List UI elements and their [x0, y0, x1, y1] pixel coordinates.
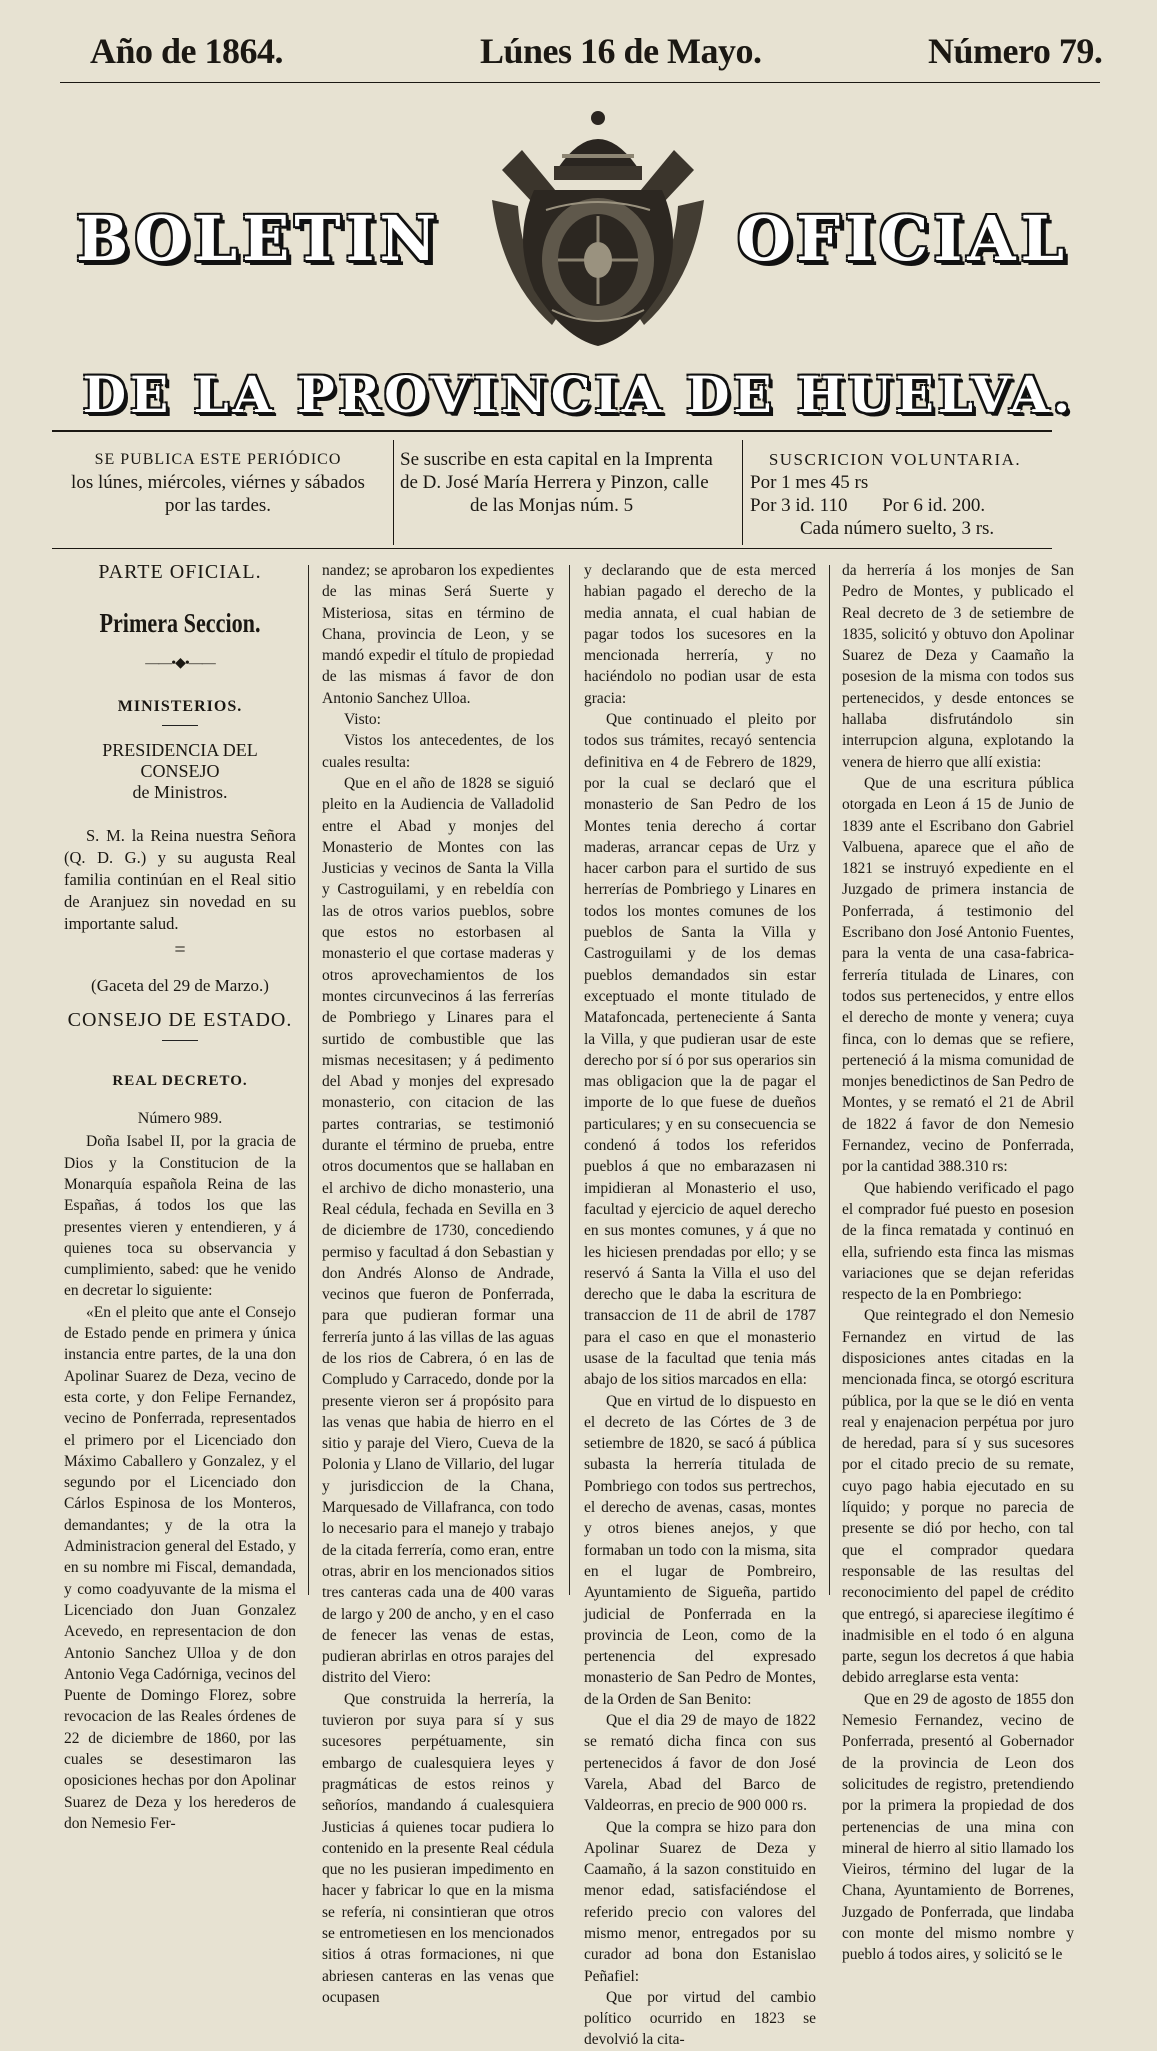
publication-time: por las tardes.	[164, 495, 272, 516]
column-divider-2	[569, 565, 570, 1595]
section-heading-parte-oficial: PARTE OFICIAL.	[98, 561, 262, 583]
paragraph: Que en 29 de agosto de 1855 don Nemesio Fernandez, vecino de Ponferrada, presentó al Gobernador de la provincia de Leon dos solicitudes de registro, pretendiendo por la primera la propiedad de dos pertenencias de una mina con mineral de hierro al sitio llamado los Vieiros, término del lugar de la Chana, Ayuntamiento de Borrenes, Juzgado de Ponferrada, que lindaba con monte del mismo nombre y pueblo á todos aires, y solicitó se le	[842, 1690, 1074, 1964]
section-title-primera-seccion: Primera Seccion.	[99, 608, 261, 639]
issue-number: Número 79.	[928, 31, 1103, 71]
heading-presidencia	[64, 740, 296, 803]
paragraph: Que construida la herrería, la tuvieron por suya para sí y sus sucesores perpétuamente, sin embargo de cualesquiera leyes y pragmáticas de estos reinos y señoríos, mandando á cualesquiera Justicias á quienes tocar pudiera lo contenido en la presente Real cédula que no les pusieran impedimento en hacer y fabricar lo que en la misma se refería, ni consintieran que otros se entrometiesen en los mencionados sitios á otras formaciones, ni que abriesen canteras en las venas que ocupasen	[322, 1690, 554, 2006]
column-divider-1	[308, 565, 309, 1595]
paragraph: Que por virtud del cambio político ocurrido en 1823 se devolvió la cita-	[584, 1988, 816, 2049]
decree-number: Número 989.	[137, 1110, 223, 1128]
price-3-months: Por 3 id. 110	[750, 495, 848, 516]
publication-days-text: los lúnes, miércoles, viérnes y sábados	[71, 472, 365, 493]
issue-year: Año de 1864.	[90, 31, 284, 71]
price-row-2	[750, 494, 1040, 517]
paragraph: Que reintegrado el don Nemesio Fernandez en virtud de las disposiciones antes citadas en la mencionada finca, se otorgó escritura pública, por la que se le dió en venta real y enajenacion perpétua por juro de heredad, para sí y sus sucesores por el citado precio de su remate, cuyo pago habia ejecutado en su líquido; y porque no parecia de presente se dió por hecho, con tal que el comprador quedara responsable de las resultas del reconocimiento del papel de crédito que entregó, si apareciese ilegítimo é inadmisible en el todo ó en alguna parte, segun los decretos á que habia debido arreglarse esta venta:	[842, 1307, 1074, 1687]
column-4	[842, 560, 1074, 1964]
heading-real-decreto: REAL DECRETO.	[112, 1072, 248, 1089]
publication-heading: SE PUBLICA ESTE PERIÓDICO	[94, 451, 342, 468]
paragraph: Vistos los antecedentes, de los cuales resulta:	[322, 732, 554, 771]
info-divider-2	[742, 440, 743, 545]
paragraph: da herrería á los monjes de San Pedro de Montes, y publicado el Real decreto de 3 de setiembre de 1835, solicitó y obtuvo don Apolinar Suarez de Deza y Caamaño la posesion de la misma con todos sus pertenecidos, y desde entonces se hallaba disfrutándolo sin interrupcion alguna, explotando la venera de hierro que allí existia:	[842, 562, 1074, 771]
top-rule	[60, 82, 1100, 83]
info-divider-1	[393, 440, 394, 545]
paragraph: Que el dia 29 de mayo de 1822 se remató dicha finca con sus pertenecidos á favor de don José Varela, Abad del Barco de Valdeorras, en precio de 900 000 rs.	[584, 1712, 816, 1815]
subscription-title: SUSCRICION VOLUNTARIA.	[768, 450, 1022, 469]
issue-line	[0, 30, 1157, 80]
paragraph: Que continuado el pleito por todos sus trámites, recayó sentencia definitiva en 4 de Febrero de 1829, por la cual se declaró que el monasterio de San Pedro de los Montes tenia derecho á cortar maderas, arrancar cepas de Urz y hacer carbon para el surtido de sus herrerías de Pombriego y Linares en todos los montes comunes de los pueblos de Santa la Villa y Castroguilami y de los demas pueblos demandados sin estar exceptuado el monte titulado de Matafoncada, perteneciente á Santa la Villa, y que pudieran usar de este derecho por sí ó por sus operarios sin mas obligacion que la de pagar el importe de lo que fuese de dueños particulares; y en su consecuencia se condenó á todos los referidos pueblos á que no embarazasen ni impidieran al Monasterio el uso, facultad y ejercicio de aquel derecho en sus montes comunes, y á que no les hiciesen prendadas por ello; y se reservó á Santa la Villa el uso del derecho que le daba la escritura de transaccion de 11 de abril de 1787 para el caso en que el monasterio usase de la facultad que tenia más abajo de los sitios marcados en ella:	[584, 711, 816, 1389]
paragraph: «En el pleito que ante el Consejo de Estado pende en primera y única instancia entre partes, de la una don Apolinar Suarez de Deza, vecino de esta corte, y don Felipe Fernandez, vecino de Ponferrada, representados el primero por el Licenciado don Máximo Caballero y Gonzalez, y el segundo por el Licenciado don Cárlos Espinosa de los Monteros, demandantes; y de la otra la Administracion general del Estado, y en su nombre mi Fiscal, demandada, y como coadyuvante de la misma el Licenciado don Juan Gonzalez Acevedo, en representacion de don Antonio Sanchez Ulloa y de don Antonio Vega Cadórniga, vecinos del Puente de Domingo Florez, sobre revocacion de las Reales órdenes de 22 de diciembre de 1860, por las cuales se desestimaron las oposiciones hechas por don Apolinar Suarez de Deza y los herederos de don Nemesio Fer-	[64, 1303, 296, 1832]
subscribe-line-1: Se suscribe en esta capital en la Imprenta	[400, 449, 713, 470]
ornament-divider: ——•◆•——	[145, 655, 215, 671]
separator-mark: =	[174, 939, 186, 962]
paragraph: Que en virtud de lo dispuesto en el decreto de las Córtes de 3 de setiembre de 1820, se sacó á pública subasta la herrería titulada de Pombriego con todos sus pertrechos, el derecho de avenas, casas, montes y otros bienes anejos, y que formaban un todo con la misma, sita en el lugar de Pombreiro, Ayuntamiento de Sigueña, partido judicial de Ponferrada en la provincia de Leon, como de la pertenencia del expresado monasterio de San Pedro de Montes, de la Orden de San Benito:	[584, 1392, 816, 1708]
subscription-location	[400, 448, 740, 517]
masthead-subtitle: DE LA PROVINCIA DE HUELVA.	[82, 365, 1075, 424]
gaceta-reference: (Gaceta del 29 de Marzo.)	[91, 976, 269, 996]
heading-ministerios: MINISTERIOS.	[117, 697, 243, 715]
subscription-prices	[750, 448, 1040, 540]
info-top-rule	[52, 430, 1052, 432]
info-bottom-rule	[52, 548, 1052, 549]
paragraph: Que en el año de 1828 se siguió pleito en la Audiencia de Valladolid entre el Abad y monjes del Monasterio de Montes con las Justicias y vecinos de Santa la Villa y Castroguilami, y en rebeldía con las de otros varios pueblos, sobre que estos no estorbasen al monasterio el que cortase maderas y otros aprovechamientos de los montes circunvecinos á las ferrerías de Pombriego y Linares para el surtido de combustible que las mismas necesitasen; y á pedimento del Abad y monjes del expresado monasterio, con citacion de las partes contrarias, se testimonió durante el término de prueba, entre otros documentos que se hallaban en el archivo de dicho monasterio, una Real cédula, fechada en Sevilla en 3 de diciembre de 1730, concediendo permiso y facultad á don Sebastian y don Andrés Alonso de Andrade, vecinos que fueron de Ponferrada, para que pudieran formar una ferrería junto á las villas de las aguas de los rios de Cabrera, ó en las de Compludo y Carracedo, donde por la presente vieron ser á propósito para las venas que habia de hierro en el sitio y paraje del Viero, Cueva de la Polonia y Llano de Villario, del lugar y jurisdiccion de la Chana, Marquesado de Villafranca, con todo lo necesario para el manejo y trabajo de la citada ferrería, como eran, entre otras, abrir en los mencionados sitios tres canteras cada una de 400 varas de largo y 200 de ancho, y en el caso de fenecer las venas de estas, pudieran abrirlas en otros parajes del distrito del Viero:	[322, 774, 554, 1687]
paragraph: y declarando que de esta merced habian pagado el derecho de la media annata, el cual habian de pagar todos los sucesores en la mencionada herrería, y no haciéndolo no podian usar de esta gracia:	[584, 562, 816, 707]
publication-days	[48, 448, 388, 517]
column-2	[322, 560, 554, 2006]
column-3	[584, 560, 816, 2049]
presidencia-line-2: de Ministros.	[132, 782, 228, 803]
paragraph: nandez; se aprobaron los expedientes de las minas Será Suerte y Misteriosa, sitas en término de Chana, provincia de Leon, y se mandó expedir el título de propiedad de las mismas á favor de don Antonio Sanchez Ulloa.	[322, 562, 554, 707]
paragraph: Que habiendo verificado el pago el comprador fué puesto en posesion de la finca rematada y continuó en ella, sufriendo esta finca las mismas variaciones que se dejan referidas respecto de la en Pombriego:	[842, 1179, 1074, 1304]
short-rule	[162, 725, 198, 726]
price-single-issue: Cada número suelto, 3 rs.	[800, 518, 995, 539]
paragraph: Doña Isabel II, por la gracia de Dios y la Constitucion de la Monarquía española Reina de las Españas, á todos los que las presentes vieren y entendieren, y á quienes toca su observancia y cumplimiento, sabed: que he venido en decretar lo siguiente:	[64, 1133, 296, 1300]
heading-consejo-de-estado: CONSEJO DE ESTADO.	[67, 1009, 293, 1032]
royal-health-notice: S. M. la Reina nuestra Señora (Q. D. G.) y su augusta Real familia continúan en el Real sitio de Aranjuez sin novedad en su importante salud.	[64, 826, 296, 934]
price-1-month: Por 1 mes 45 rs	[750, 472, 869, 493]
column-divider-3	[829, 565, 830, 1595]
subscribe-line-3: de las Monjas núm. 5	[470, 495, 634, 516]
issue-date: Lúnes 16 de Mayo.	[480, 31, 762, 71]
column-1	[64, 560, 296, 1832]
paragraph: Que la compra se hizo para don Apolinar Suarez de Deza y Caamaño, á la sazon constituido en menor edad, satisfaciéndose el referido precio con valores del mismo menor, entregados por su curador ad bona don Estanislao Peñafiel:	[584, 1818, 816, 1985]
short-rule-2	[162, 1040, 198, 1041]
paragraph-visto: Visto:	[344, 711, 381, 729]
masthead-word-left: BOLETIN	[76, 202, 442, 275]
subscribe-line-2: de D. José María Herrera y Pinzon, calle	[400, 472, 709, 493]
price-6-months: Por 6 id. 200.	[882, 495, 986, 516]
paragraph: Que de una escritura pública otorgada en Leon á 15 de Junio de 1839 ante el Escribano don Gabriel Valbuena, aparece que el año de 1821 se instruyó expediente en el Juzgado de primera instancia de Ponferrada, á testimonio del Escribano don José Antonio Fuentes, para la venta de una casa-fabrica-ferrería titulada de Linares, con todos sus pertenecidos, y entre ellos el derecho de monte y venera; cuya finca, con lo demas que se refiere, perteneció á la misma comunidad de monjes benedictinos de San Pedro de Montes, y se remató el 21 de Abril de 1822 á favor de don Nemesio Fernandez, vecino de Ponferrada, por la cantidad 388.310 rs:	[842, 774, 1074, 1176]
masthead-word-right: OFICIAL	[737, 202, 1070, 275]
royal-coat-of-arms-icon	[462, 110, 734, 350]
presidencia-line-1: PRESIDENCIA DEL CONSEJO	[102, 740, 258, 782]
